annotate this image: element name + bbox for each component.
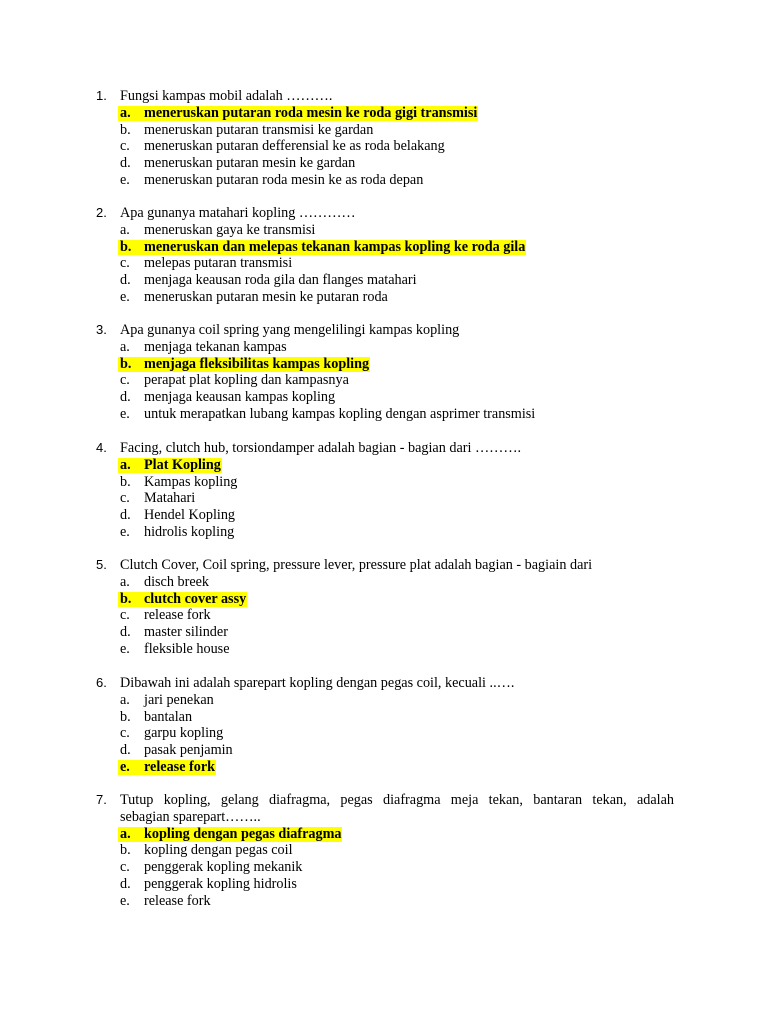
option-letter: d.: [120, 155, 131, 172]
option-letter: b.: [120, 590, 132, 607]
option-correct-answer: [96, 105, 674, 122]
question-number: 5.: [96, 557, 107, 572]
option-text: meneruskan dan melepas tekanan kampas kopling ke roda gila: [144, 238, 526, 255]
option-correct-answer: [96, 457, 674, 474]
option-letter: a.: [120, 456, 131, 473]
option: [96, 372, 674, 389]
option-text: meneruskan putaran roda mesin ke roda gigi transmisi: [144, 104, 478, 121]
option-letter: c.: [120, 607, 130, 624]
question-text: Apa gunanya coil spring yang mengelilingi kampas kopling: [120, 322, 460, 338]
question-header: [96, 205, 674, 222]
question-1: [96, 88, 674, 189]
option-text: kopling dengan pegas diafragma: [144, 825, 342, 842]
option-text: disch breek: [144, 573, 210, 590]
option-text: penggerak kopling hidrolis: [144, 875, 297, 892]
option-letter: b.: [120, 842, 131, 859]
question-4: [96, 440, 674, 541]
option-text: meneruskan putaran transmisi ke gardan: [144, 121, 374, 138]
answer-highlight: [118, 458, 222, 473]
option-letter: c.: [120, 255, 130, 272]
question-text: Apa gunanya matahari kopling …………: [120, 205, 356, 221]
question-7: [96, 792, 674, 910]
question-number: 4.: [96, 440, 107, 455]
option: [96, 389, 674, 406]
option-text: release fork: [144, 892, 211, 909]
question-text-continued: sebagian sparepart……..: [120, 808, 261, 825]
option-letter: c.: [120, 725, 130, 742]
answer-highlight: [118, 357, 370, 372]
option-text: melepas putaran transmisi: [144, 255, 293, 272]
option: [96, 742, 674, 759]
option-text: hidrolis kopling: [144, 523, 235, 540]
option-text: meneruskan putaran defferensial ke as roda belakang: [144, 138, 445, 155]
option: [96, 574, 674, 591]
option-text: Matahari: [144, 490, 196, 507]
question-2: [96, 205, 674, 306]
question-header: [96, 792, 674, 826]
option-letter: b.: [120, 121, 131, 138]
option-text: bantalan: [144, 708, 193, 725]
option: [96, 507, 674, 524]
question-number: 3.: [96, 322, 107, 337]
option: [96, 524, 674, 541]
option-letter: e.: [120, 171, 130, 188]
option-letter: e.: [120, 523, 130, 540]
option: [96, 272, 674, 289]
option-letter: c.: [120, 138, 130, 155]
option: [96, 172, 674, 189]
question-text: Tutup kopling, gelang diafragma, pegas diafragma meja tekan, bantaran tekan, adalah: [120, 792, 674, 808]
answer-highlight: [118, 827, 342, 842]
question-header: [96, 322, 674, 339]
option-text: perapat plat kopling dan kampasnya: [144, 372, 349, 389]
option-letter: d.: [120, 389, 131, 406]
option: [96, 624, 674, 641]
option-text: meneruskan gaya ke transmisi: [144, 221, 316, 238]
question-3: [96, 322, 674, 423]
option-text: garpu kopling: [144, 725, 224, 742]
option-letter: b.: [120, 355, 132, 372]
question-text: Clutch Cover, Coil spring, pressure lever, pressure plat adalah bagian - bagiain dari: [120, 557, 593, 573]
option-letter: d.: [120, 624, 131, 641]
option: [96, 339, 674, 356]
option: [96, 138, 674, 155]
answer-highlight: [118, 592, 247, 607]
option: [96, 876, 674, 893]
option: [96, 709, 674, 726]
option-letter: b.: [120, 238, 132, 255]
option-letter: e.: [120, 758, 130, 775]
answer-highlight: [118, 240, 526, 255]
option-text: menjaga keausan kampas kopling: [144, 389, 336, 406]
option-text: release fork: [144, 758, 216, 775]
option-letter: a.: [120, 691, 130, 708]
option-correct-answer: [96, 239, 674, 256]
question-text: Facing, clutch hub, torsiondamper adalah bagian - bagian dari ……….: [120, 440, 522, 456]
option-letter: a.: [120, 573, 130, 590]
option-text: Plat Kopling: [144, 456, 221, 473]
option-text: menjaga tekanan kampas: [144, 338, 287, 355]
option-text: clutch cover assy: [144, 590, 247, 607]
option-correct-answer: [96, 591, 674, 608]
answer-highlight: [118, 760, 216, 775]
question-text: Fungsi kampas mobil adalah ……….: [120, 88, 333, 104]
option: [96, 155, 674, 172]
option-text: untuk merapatkan lubang kampas kopling dengan asprimer transmisi: [144, 405, 536, 422]
option-text: fleksible house: [144, 640, 230, 657]
option-text: Kampas kopling: [144, 473, 238, 490]
option: [96, 893, 674, 910]
option: [96, 842, 674, 859]
option-text: meneruskan putaran mesin ke gardan: [144, 155, 356, 172]
question-header: [96, 440, 674, 457]
option-letter: e.: [120, 892, 130, 909]
option-text: menjaga fleksibilitas kampas kopling: [144, 355, 370, 372]
option-text: pasak penjamin: [144, 742, 233, 759]
option-letter: c.: [120, 859, 130, 876]
option: [96, 474, 674, 491]
option-text: kopling dengan pegas coil: [144, 842, 293, 859]
option: [96, 490, 674, 507]
option-text: meneruskan putaran roda mesin ke as roda depan: [144, 171, 424, 188]
option-letter: a.: [120, 104, 131, 121]
option: [96, 725, 674, 742]
option-text: Hendel Kopling: [144, 507, 236, 524]
option: [96, 289, 674, 306]
question-header: [96, 675, 674, 692]
option-letter: d.: [120, 742, 131, 759]
question-6: [96, 675, 674, 776]
option: [96, 122, 674, 139]
option-text: penggerak kopling mekanik: [144, 859, 303, 876]
option-text: menjaga keausan roda gila dan flanges matahari: [144, 272, 417, 289]
option-letter: d.: [120, 875, 131, 892]
option-letter: e.: [120, 405, 130, 422]
option-letter: c.: [120, 372, 130, 389]
option-letter: b.: [120, 708, 131, 725]
answer-highlight: [118, 106, 478, 121]
option-text: master silinder: [144, 624, 228, 641]
option-correct-answer: [96, 759, 674, 776]
option-correct-answer: [96, 826, 674, 843]
question-text: Dibawah ini adalah sparepart kopling dengan pegas coil, kecuali ..….: [120, 675, 515, 691]
question-number: 2.: [96, 205, 107, 220]
question-number: 6.: [96, 675, 107, 690]
option: [96, 641, 674, 658]
option: [96, 222, 674, 239]
option-correct-answer: [96, 356, 674, 373]
option: [96, 692, 674, 709]
option-text: release fork: [144, 607, 211, 624]
option-letter: c.: [120, 490, 130, 507]
option-letter: a.: [120, 825, 131, 842]
option-letter: b.: [120, 473, 131, 490]
option: [96, 255, 674, 272]
question-header: [96, 88, 674, 105]
question-number: 1.: [96, 88, 107, 103]
option-letter: e.: [120, 640, 130, 657]
option-letter: d.: [120, 507, 131, 524]
question-number: 7.: [96, 792, 107, 807]
option-letter: a.: [120, 338, 130, 355]
option: [96, 859, 674, 876]
option-text: meneruskan putaran mesin ke putaran roda: [144, 288, 388, 305]
option-text: jari penekan: [144, 691, 214, 708]
question-5: [96, 557, 674, 658]
option-letter: e.: [120, 288, 130, 305]
question-header: [96, 557, 674, 574]
option-letter: a.: [120, 221, 130, 238]
option: [96, 607, 674, 624]
option-letter: d.: [120, 272, 131, 289]
option: [96, 406, 674, 423]
